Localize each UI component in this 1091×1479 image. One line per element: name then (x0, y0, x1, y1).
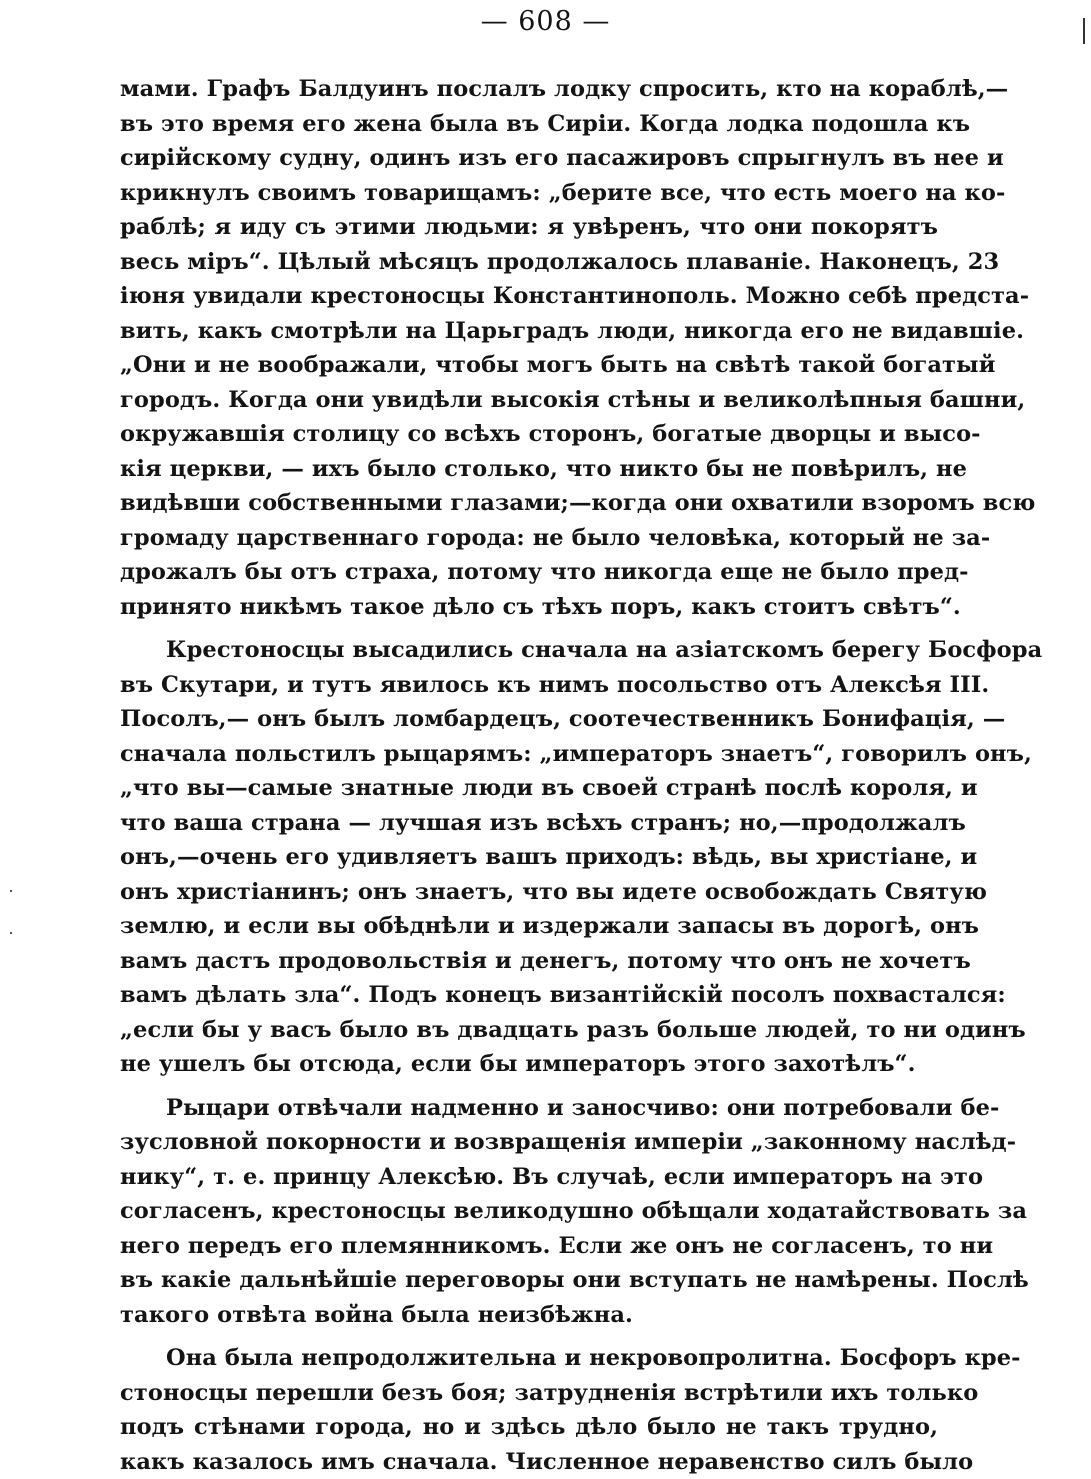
text-line: Рыцари отвѣчали надменно и заносчиво: они потребовали бе- (120, 1091, 938, 1126)
text-line: въ Скутари, и тутъ явилось къ нимъ посольство отъ Алексѣя III. (120, 668, 938, 703)
text-line: не ушелъ бы отсюда, если бы императоръ этого захотѣлъ“. (120, 1047, 938, 1082)
page-number: — 608 — (0, 4, 1091, 40)
text-line: вамъ дѣлать зла“. Подъ конецъ византійскій посолъ похвастался: (120, 978, 938, 1013)
text-line: крикнулъ своимъ товарищамъ: „берите все, что есть моего на ко- (120, 176, 938, 211)
text-line: какъ казалось имъ сначала. Численное неравенство силъ было (120, 1445, 938, 1479)
text-line: громаду царственнаго города: не было человѣка, который не за- (120, 521, 938, 556)
text-line: онъ,—очень его удивляетъ вашъ приходъ: вѣдь, вы христіане, и (120, 840, 938, 875)
text-line: „Они и не воображали, чтобы могъ быть на свѣтѣ такой богатый (120, 348, 938, 383)
paragraph (120, 1341, 938, 1479)
text-line: что ваша страна — лучшая изъ всѣхъ странъ; но,—продолжалъ (120, 806, 938, 841)
text-line: кія церкви, — ихъ было столько, что никто бы не повѣрилъ, не (120, 452, 938, 487)
scan-speck (10, 932, 12, 934)
text-line: онъ христіанинъ; онъ знаетъ, что вы идете освобождать Святую (120, 875, 938, 910)
text-line: видѣвши собственными глазами;—когда они охватили взоромъ всю (120, 486, 938, 521)
text-line: раблѣ; я иду съ этими людьми: я увѣренъ, что они покорятъ (120, 210, 938, 245)
text-line: въ какіе дальнѣйшіе переговоры они вступать не намѣрены. Послѣ (120, 1263, 938, 1298)
text-line: Крестоносцы высадились сначала на азіатскомъ берегу Босфора (120, 633, 938, 668)
paragraph (120, 633, 938, 1082)
text-line: Она была непродолжительна и некровопролитна. Босфоръ кре- (120, 1341, 938, 1376)
text-line: стоносцы перешли безъ боя; затрудненія встрѣтили ихъ только (120, 1376, 938, 1411)
scan-speck (10, 890, 12, 892)
text-line: сначала польстилъ рыцарямъ: „императоръ знаетъ“, говорилъ онъ, (120, 737, 938, 772)
text-line: „если бы у васъ было въ двадцать разъ больше людей, то ни одинъ (120, 1013, 938, 1048)
text-line: нику“, т. е. принцу Алексѣю. Въ случаѣ, если императоръ на это (120, 1160, 938, 1195)
text-line: Посолъ,— онъ былъ ломбардецъ, соотечественникъ Бонифація, — (120, 702, 938, 737)
text-line: землю, и если вы обѣднѣли и издержали запасы въ дорогѣ, онъ (120, 909, 938, 944)
body-text (120, 72, 938, 1479)
text-line: мами. Графъ Балдуинъ послалъ лодку спросить, кто на кораблѣ,— (120, 72, 938, 107)
scan-edge-mark (1083, 18, 1085, 44)
text-line: окружавшія столицу со всѣхъ сторонъ, богатые дворцы и высо- (120, 417, 938, 452)
text-line: вить, какъ смотрѣли на Царьградъ люди, никогда его не видавшіе. (120, 314, 938, 349)
text-line: іюня увидали крестоносцы Константинополь. Можно себѣ предста- (120, 279, 938, 314)
paragraph (120, 1091, 938, 1333)
text-line: весь міръ“. Цѣлый мѣсяцъ продолжалось плаваніе. Наконецъ, 23 (120, 245, 938, 280)
text-line: сирійскому судну, одинъ изъ его пасажировъ спрыгнулъ въ нее и (120, 141, 938, 176)
text-line: „что вы—самые знатные люди въ своей странѣ послѣ короля, и (120, 771, 938, 806)
text-line: такого отвѣта война была неизбѣжна. (120, 1298, 938, 1333)
text-line: зусловной покорности и возвращенія имперіи „законному наслѣд- (120, 1125, 938, 1160)
text-line: согласенъ, крестоносцы великодушно обѣщали ходатайствовать за (120, 1194, 938, 1229)
text-line: вамъ дастъ продовольствія и денегъ, потому что онъ не хочетъ (120, 944, 938, 979)
text-line: городъ. Когда они увидѣли высокія стѣны и великолѣпныя башни, (120, 383, 938, 418)
paragraph (120, 72, 938, 624)
text-line: дрожалъ бы отъ страха, потому что никогда еще не было пред- (120, 555, 938, 590)
text-line: въ это время его жена была въ Сиріи. Когда лодка подошла къ (120, 107, 938, 142)
text-line: него передъ его племянникомъ. Если же онъ не согласенъ, то ни (120, 1229, 938, 1264)
text-line: подъ стѣнами города, но и здѣсь дѣло было не такъ трудно, (120, 1410, 938, 1445)
text-line: принято никѣмъ такое дѣло съ тѣхъ поръ, какъ стоитъ свѣтъ“. (120, 590, 938, 625)
